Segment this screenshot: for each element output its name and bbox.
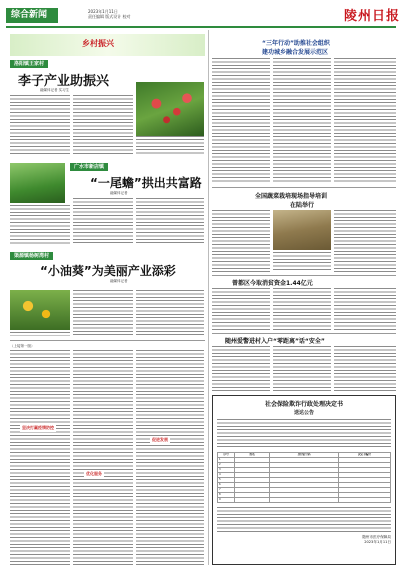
cell: 5 [218, 478, 235, 483]
cell [235, 498, 270, 503]
callout-1: 坚决打赢疫情防控 [22, 425, 54, 430]
article3-tag: 渠源镇杨树湾村 [10, 252, 53, 260]
article-a-body-b [273, 58, 331, 184]
cell: 3 [218, 468, 235, 473]
article-a-body-a [212, 58, 270, 184]
article3-body-a [73, 290, 133, 336]
article-c-body-b [273, 288, 331, 330]
rural-banner [10, 34, 205, 56]
article-d-body-a [212, 346, 270, 392]
col-id: 身份证号码 [269, 453, 338, 458]
plum-photo [136, 82, 204, 136]
notice-table [217, 452, 391, 503]
article3-body-c [10, 332, 70, 336]
header-rule [6, 26, 396, 28]
notice-intro [217, 419, 391, 449]
notice-title: 社会保险欺诈行政处理决定书 [264, 401, 343, 408]
article-a-body-c [334, 58, 396, 184]
article-b-body-b [273, 252, 331, 272]
article3-headline: “小油葵”为美丽产业添彩 [40, 264, 176, 278]
cell: 1 [218, 458, 235, 463]
right-divider-1 [212, 187, 396, 188]
article1-byline: 融媒体记者 实习生 [40, 88, 70, 92]
article-b-body-a [212, 210, 270, 272]
callout-3: 促进发展 [152, 437, 168, 442]
article1-headline: 李子产业助振兴 [18, 74, 110, 89]
headline-b: 全国蔬菜栽培现场指导培训 [255, 193, 328, 200]
cell: 6 [218, 483, 235, 488]
date-line-2: 责任编辑 版式设计 校对 [88, 14, 131, 19]
article-b-body-c [334, 210, 396, 272]
cell: 2 [218, 463, 235, 468]
headline-a: “三年行动”助推社会组织 [262, 40, 330, 47]
continued-lead: （上接第一版） [10, 344, 35, 348]
column-divider [208, 30, 209, 565]
bottom-body-a [10, 350, 70, 565]
bottom-body-c [136, 350, 204, 565]
cell: 9 [218, 498, 235, 503]
article2-headline: “一尾蟾”拱出共富路 [90, 176, 202, 190]
article2-body-c [136, 198, 204, 245]
article-d-body-b [273, 346, 331, 392]
notice-text [217, 507, 391, 533]
headline-a2: 建功城乡融合发展示范区 [262, 49, 329, 56]
article-c-body-c [334, 288, 396, 330]
training-photo [273, 210, 331, 250]
article3-body-b [136, 290, 204, 336]
notice-date: 2023年1月11日 [364, 540, 391, 544]
article1-body-a [10, 95, 70, 155]
table-row [218, 498, 391, 503]
date-line-1: 2023年1月11日 [88, 9, 118, 14]
notice-box [212, 395, 396, 565]
cell: 7 [218, 488, 235, 493]
article1-tag: 洛阳镇王家村 [10, 60, 48, 68]
article1-body-d [136, 139, 204, 156]
article-d-body-c [334, 346, 396, 392]
article2-body-b [73, 198, 133, 245]
page-header [0, 0, 402, 28]
cell [339, 498, 391, 503]
col-index: 序号 [218, 453, 235, 458]
article3-byline: 融媒体记者 [110, 279, 128, 283]
callout-2: 优化服务 [86, 471, 102, 476]
notice-subtitle: 送达公告 [293, 410, 314, 416]
col-name: 姓名 [235, 453, 270, 458]
cell: 8 [218, 493, 235, 498]
headline-d: 随州爱警进村入户“零距离”话“安全” [225, 338, 325, 345]
left-divider [10, 340, 205, 341]
sunflower-photo [10, 290, 70, 330]
date-line [88, 9, 218, 19]
right-divider-3 [212, 333, 396, 334]
col-decision: 决定书编号 [339, 453, 391, 458]
cell [269, 498, 338, 503]
field-photo-left [10, 163, 65, 203]
notice-issuer: 随州市医疗保障局 [362, 535, 391, 539]
newspaper-logo: 陵州日报 [343, 9, 400, 24]
bottom-body-b [73, 350, 133, 565]
headline-b2: 在陆举行 [290, 202, 315, 209]
right-divider-2 [212, 275, 396, 276]
headline-c: 曾都区今取消贫资金1.44亿元 [232, 280, 313, 287]
cell: 4 [218, 473, 235, 478]
article-c-body-a [212, 288, 270, 330]
section-label: 综合新闻 [6, 8, 58, 23]
article2-body-a [10, 205, 70, 245]
article1-body-b [73, 95, 133, 155]
article2-byline: 融媒体记者 [110, 191, 128, 195]
banner-label: 乡村振兴 [82, 39, 114, 48]
article2-tag: 广水市新店镇 [70, 163, 108, 171]
